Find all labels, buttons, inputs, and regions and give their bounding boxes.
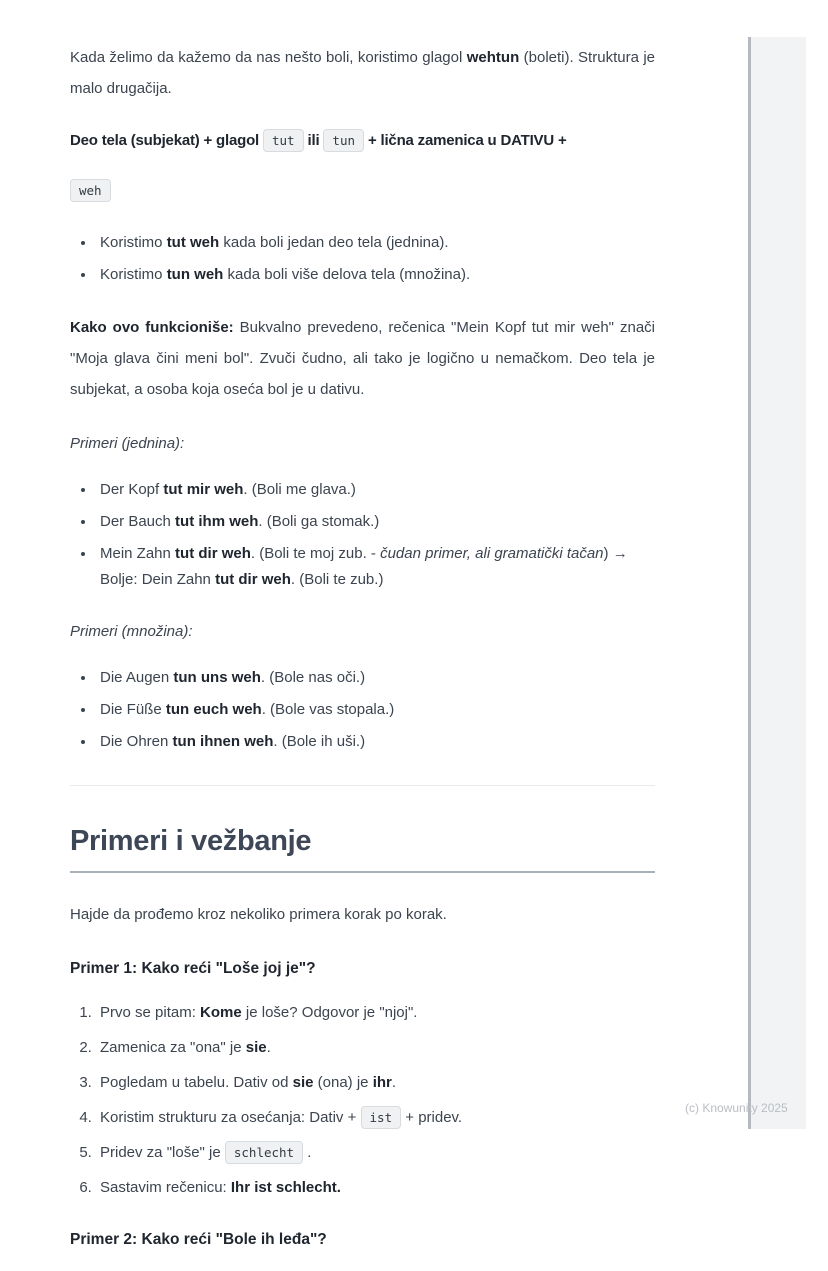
list-item: 2. Zamenica za "ona" je sie. xyxy=(96,1035,655,1061)
list-item: • Die Ohren tun ihnen weh. (Bole ih uši.) xyxy=(96,729,655,755)
list-item: 1. Prvo se pitam: Kome je loše? Odgovor je "njoj". xyxy=(96,1000,655,1026)
singular-examples-list xyxy=(70,477,655,593)
primer1-steps-list xyxy=(70,1000,655,1201)
caption-plural: Primeri (množina): xyxy=(70,623,193,640)
watermark: (c) Knowunity 2025 xyxy=(685,1101,788,1115)
list-item: 3. Pogledam u tabelu. Dativ od sie (ona) je ihr. xyxy=(96,1070,655,1096)
list-item: 6. Sastavim rečenicu: Ihr ist schlecht. xyxy=(96,1175,655,1201)
list-item: • Der Kopf tut mir weh. (Boli me glava.) xyxy=(96,477,655,503)
list-item: • Die Augen tun uns weh. (Bole nas oči.) xyxy=(96,665,655,691)
code-chip: schlecht xyxy=(225,1141,303,1164)
caption-singular: Primeri (jednina): xyxy=(70,435,185,452)
code-chip: tut xyxy=(263,129,304,152)
lesson-content xyxy=(70,0,655,1271)
list-item: • Die Füße tun euch weh. (Bole vas stopala.) xyxy=(96,697,655,723)
list-item: • Der Bauch tut ihm weh. (Boli ga stomak.) xyxy=(96,509,655,535)
scrollbar-track[interactable] xyxy=(751,37,806,1129)
structure-formula-line-2 xyxy=(70,174,655,208)
section-intro-paragraph: Hajde da prođemo kroz nekoliko primera korak po korak. xyxy=(70,906,447,923)
list-item: • Mein Zahn tut dir weh. (Boli te moj zub. - čudan primer, ali gramatički tačan) → Bolje: Dein Zahn tut dir weh. (Boli te zub.) xyxy=(96,541,655,593)
code-chip: weh xyxy=(70,179,111,202)
section-title: Primeri i vežbanje xyxy=(70,824,655,873)
primer1-heading: Primer 1: Kako reći "Loše joj je"? xyxy=(70,960,316,977)
code-chip: tun xyxy=(323,129,364,152)
intro-paragraph: Kada želimo da kažemo da nas nešto boli, koristimo glagol wehtun (boleti). Struktura je malo drugačija. xyxy=(70,49,655,97)
usage-list xyxy=(70,230,655,288)
list-item: 5. Pridev za "loše" je schlecht . xyxy=(96,1140,655,1166)
plural-examples-list xyxy=(70,665,655,755)
list-item: • Koristimo tun weh kada boli više delova tela (množina). xyxy=(96,262,655,288)
structure-formula-line-1: Deo tela (subjekat) + glagol tut ili tun + lična zamenica u DATIVU + xyxy=(70,124,655,158)
section-divider xyxy=(70,785,655,786)
how-it-works-paragraph: Kako ovo funkcioniše: Bukvalno prevedeno, rečenica "Mein Kopf tut mir weh" znači "Moja glava čini meni bol". Zvuči čudno, ali tako je logično u nemačkom. Deo tela je subjekat, a osoba koja oseća bol je u dativu. xyxy=(70,319,655,398)
primer2-heading: Primer 2: Kako reći "Bole ih leđa"? xyxy=(70,1231,327,1248)
list-item: • Koristimo tut weh kada boli jedan deo tela (jednina). xyxy=(96,230,655,256)
scrollbar-thumb[interactable] xyxy=(748,37,751,1129)
code-chip: ist xyxy=(361,1106,402,1129)
list-item: 4. Koristim strukturu za osećanja: Dativ + ist + pridev. xyxy=(96,1105,655,1131)
